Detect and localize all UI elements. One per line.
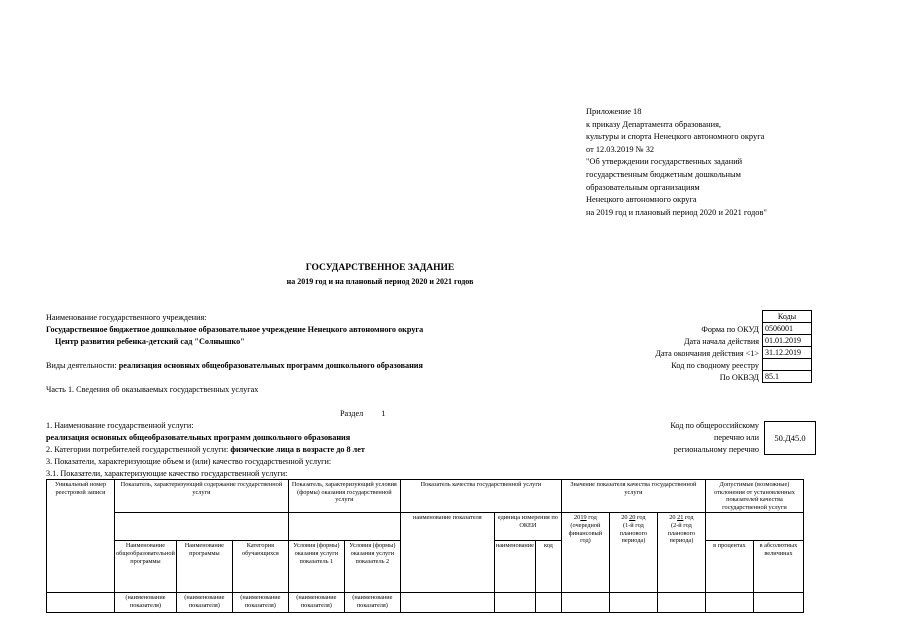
document-title: ГОСУДАРСТВЕННОЕ ЗАДАНИЕ [305,263,455,273]
annex-block [586,106,767,219]
sub-empty [753,593,803,613]
sub-empty [561,593,609,613]
year-2-note: (1-й год планового периода) [619,521,648,545]
start-date-value: 01.01.2019 [763,335,812,347]
col-condition-2: Условия (формы) оказания услуги показатель 2 [344,541,400,593]
end-date-value: 31.12.2019 [763,347,812,359]
service-code-label-2: перечню или [713,433,759,442]
activity-line [46,361,423,370]
start-date-label: Дата начала действия [683,337,759,346]
annex-line: к приказу Департамента образования, [586,119,722,129]
sub-empty [47,593,115,613]
sub-empty [705,593,753,613]
header-conditions-spacer [288,513,400,541]
header-conditions: Показатель, характеризующий условия (формы) оказания государственной услуги [288,480,400,513]
annex-line: на 2019 год и плановый период 2020 и 2021 годов" [586,207,767,217]
institution-name-line2: Центр развития ребенка-детский сад "Солнышко" [55,337,245,346]
sub-empty [400,593,494,613]
year-1-prefix: 20 [574,514,581,522]
sub-empty [657,593,705,613]
codes-table [762,310,812,383]
year-1-value: 19 [580,514,587,522]
header-quality: Показатель качества государственной услуги [400,480,561,513]
end-date-label: Дата окончания действия <1> [655,349,759,358]
header-allowed: Допустимые (возможные) отклонения от установленных показателей качества государственной услуги [705,480,803,513]
activity-value: реализация основных общеобразовательных программ дошкольного образования [118,361,423,370]
document-subtitle: на 2019 год и на плановый период 2020 и 2021 годов [286,277,474,286]
year-2-value: 20 [629,514,636,522]
service-item2 [46,445,365,454]
header-unit: единица измерения по ОКЕИ [494,513,561,541]
section-number: 1 [381,409,386,418]
year-2-suffix: год [636,514,646,522]
sub-indicator-5: (наименование показателя) [344,593,400,613]
header-allowed-spacer [705,513,803,541]
okud-label: Форма по ОКУД [701,325,759,334]
service-name: реализация основных общеобразовательных программ дошкольного образования [46,433,351,442]
section-heading [340,409,385,418]
year-1-suffix: год [588,514,597,522]
annex-line: культуры и спорта Ненецкого автономного округа [586,132,765,142]
annex-line: государственным бюджетным дошкольным [586,169,741,179]
annex-line: Ненецкого автономного округа [586,195,697,205]
service-item31: 3.1. Показатели, характеризующие качество государственной услуги: [46,469,288,478]
service-item3: 3. Показатели, характеризующие объем и (или) качество государственной услуги: [46,457,332,466]
year-3-prefix: 20 [669,514,676,522]
sub-indicator-1: (наименование показателя) [115,593,177,613]
col-unit-code: код [535,541,561,593]
sub-indicator-4: (наименование показателя) [288,593,344,613]
sub-indicator-3: (наименование показателя) [232,593,288,613]
okved-value: 85.1 [763,371,812,383]
sub-empty [535,593,561,613]
header-content: Показатель, характеризующий содержание государственной услуги [115,480,289,513]
part1-heading: Часть 1. Сведения об оказываемых государственных услугах [46,385,259,394]
header-indicator-name: наименование показателя [400,513,494,593]
service-code-box: 50.Д45.0 [764,421,816,455]
header-year-2 [609,513,657,593]
header-values: Значение показателя качества государственной услуги [561,480,705,513]
header-content-spacer [115,513,289,541]
institution-label: Наименование государственного учреждения: [46,313,207,322]
col-unit-name: наименование [494,541,535,593]
quality-table [46,479,804,613]
year-1-note: (очередной финансовый год) [568,521,603,545]
consumers-label: 2. Категории потребителей государственной услуги: [46,445,229,454]
year-3-value: 21 [677,514,684,522]
service-item1: 1. Наименование государственной услуги: [46,421,194,430]
col-condition-1: Условия (формы) оказания услуги показатель 1 [288,541,344,593]
okud-value: 0506001 [763,323,812,335]
header-year-3 [657,513,705,593]
annex-line: "Об утверждении государственных заданий [586,157,743,167]
annex-line: Приложение 18 [586,107,642,116]
col-category: Категория обучающихся [232,541,288,593]
col-program: Наименование программы [176,541,232,593]
codes-header: Коды [763,311,812,323]
service-code-label-1: Код по общероссийскому [670,421,759,430]
registry-label: Код по сводному реестру [671,361,759,370]
section-label: Раздел [340,409,364,418]
okved-label: По ОКВЭД [719,373,759,382]
header-year-1 [561,513,609,593]
year-3-suffix: год [684,514,694,522]
sub-indicator-2: (наименование показателя) [176,593,232,613]
year-3-note: (2-й год планового периода) [667,521,696,545]
col-percent: в процентах [705,541,753,593]
registry-value [763,359,812,371]
sub-empty [609,593,657,613]
annex-line: образовательным организациям [586,182,700,192]
col-absolute: в абсолютных величинах [753,541,803,593]
consumers-value: физические лица в возрасте до 8 лет [230,445,365,454]
service-code-label-3: региональному перечню [673,445,759,454]
col-program-name: Наименование общеобразовательной программы [115,541,177,593]
institution-name-line1: Государственное бюджетное дошкольное образовательное учреждение Ненецкого автономного округа [46,325,424,334]
year-2-prefix: 20 [621,514,628,522]
activity-label: Виды деятельности: [46,361,117,370]
header-unique-number: Уникальный номер реестровой записи [47,480,115,593]
annex-line: от 12.03.2019 № 32 [586,144,655,154]
sub-empty [494,593,535,613]
